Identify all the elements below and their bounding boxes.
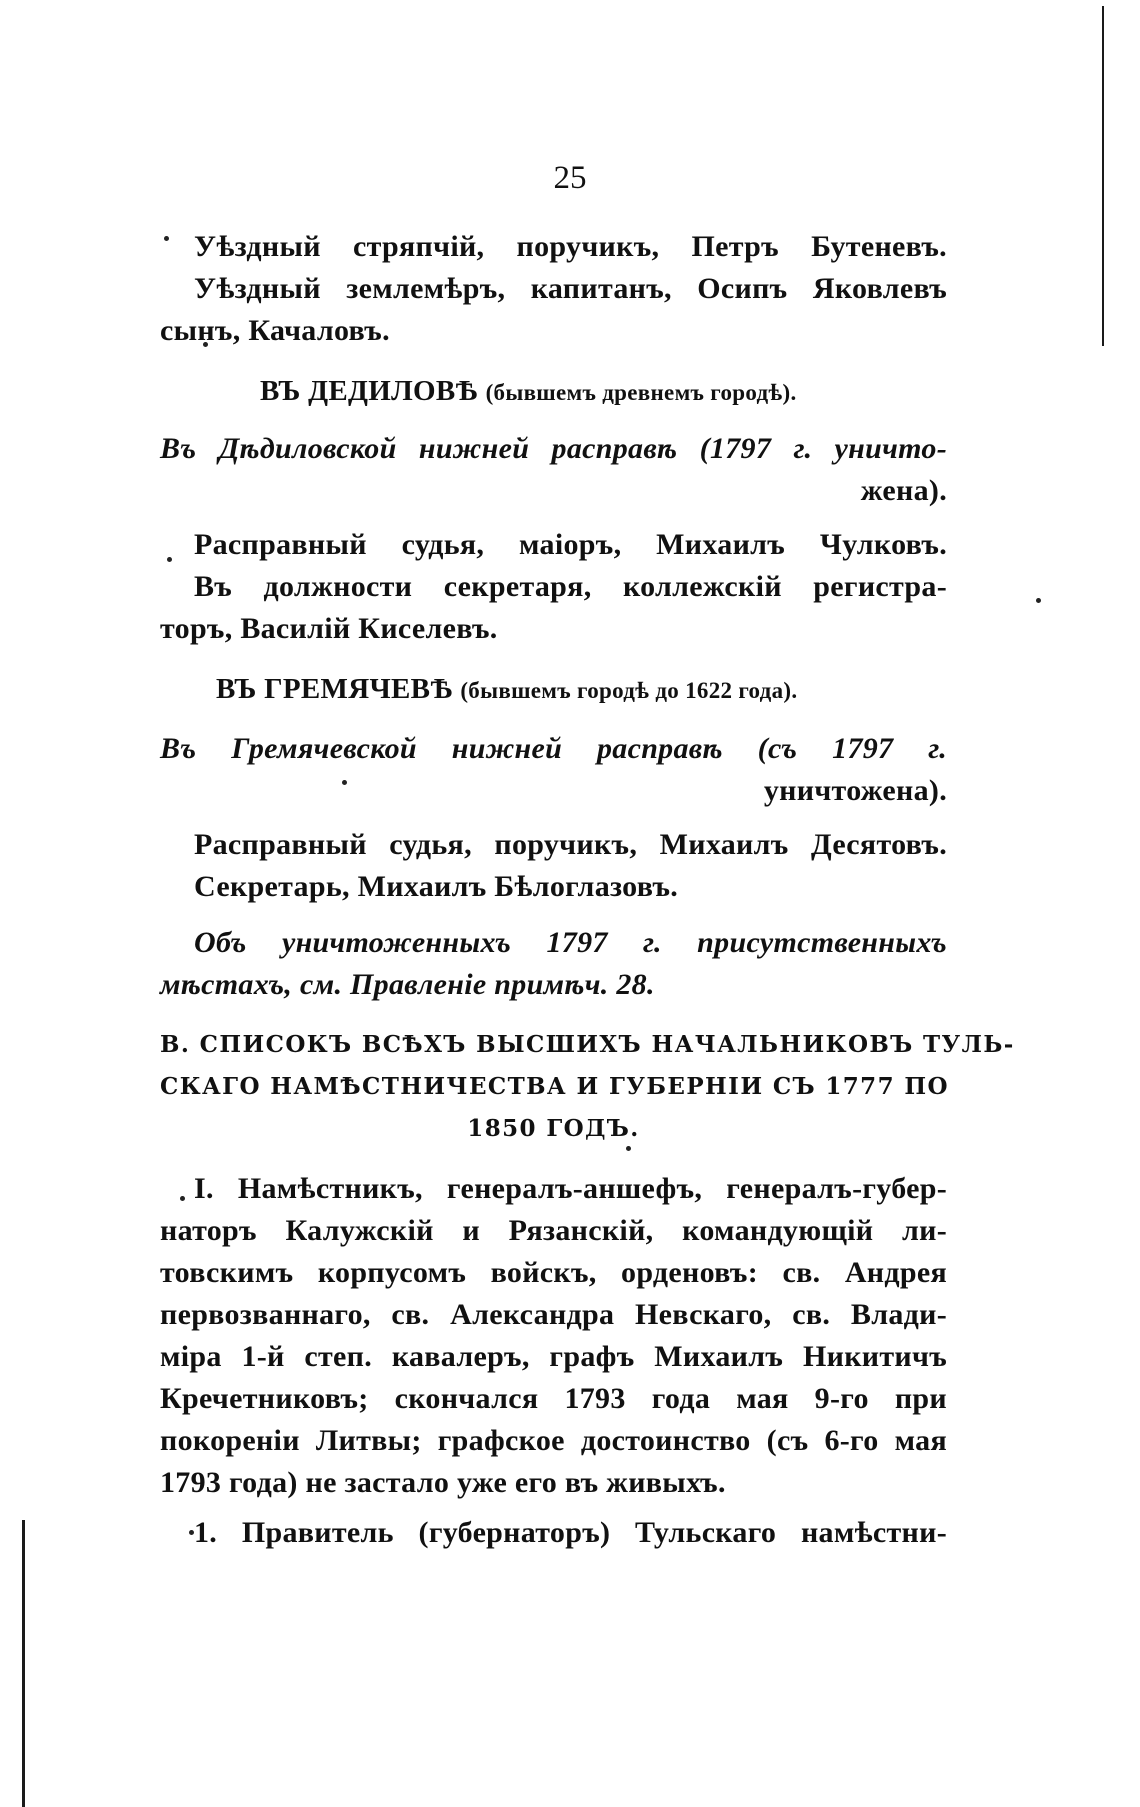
text-line: Въ Дѣдиловской нижней расправѣ (1797 г. уничто-: [160, 432, 947, 465]
text-line: уничтожена).: [763, 774, 947, 807]
text-line: наторъ Калужскій и Рязанскій, командующій ли-: [160, 1214, 947, 1247]
text-line: Объ уничтоженныхъ 1797 г. присутственныхъ: [194, 926, 947, 959]
text-line: I. Намѣстникъ, генералъ-аншефъ, генералъ-губер-: [194, 1172, 947, 1205]
scan-edge-line-right: [1102, 6, 1104, 346]
heading-main: ВЪ ГРЕМЯЧЕВѢ: [216, 673, 453, 705]
text-line: міра 1-й степ. кавалеръ, графъ Михаилъ Никитичъ: [160, 1340, 947, 1373]
text-line: Секретарь, Михаилъ Бѣлоглазовъ.: [194, 870, 679, 903]
text-line: покореніи Литвы; графское достоинство (съ 6-го мая: [160, 1424, 947, 1457]
body-text: [160, 0, 1015, 1807]
page-number: 25: [553, 160, 587, 196]
text-line: товскимъ корпусомъ войскъ, орденовъ: св. Андрея: [160, 1256, 947, 1289]
scan-edge-line-left: [22, 1520, 25, 1807]
text-line: 1793 года) не застало уже его въ живыхъ.: [160, 1466, 726, 1499]
text-line: Уѣздный стряпчій, поручикъ, Петръ Бутеневъ.: [194, 230, 947, 263]
text-line: Кречетниковъ; скончался 1793 года мая 9-го при: [160, 1382, 947, 1415]
text-line: Расправный судья, маіоръ, Михаилъ Чулковъ.: [194, 528, 947, 561]
text-line: мѣстахъ, см. Правленіе примѣч. 28.: [160, 968, 655, 1001]
text-line: торъ, Василій Киселевъ.: [160, 612, 498, 645]
text-line: Въ Гремячевской нижней расправѣ (съ 1797 г.: [160, 732, 947, 765]
text-line: жена).: [860, 474, 947, 507]
text-line: Уѣздный землемѣръ, капитанъ, Осипъ Яковлевъ: [194, 272, 947, 305]
text-line: Расправный судья, поручикъ, Михаилъ Десятовъ.: [194, 828, 947, 861]
list-heading-line: СКАГО НАМѢСТНИЧЕСТВА И ГУБЕРНІИ СЪ 1777 ПО: [160, 1073, 949, 1100]
scan-speck: [1036, 598, 1041, 603]
text-line: Въ должности секретаря, коллежскій регистра-: [194, 570, 947, 603]
list-heading-line: В. СПИСОКЪ ВСѢХЪ ВЫСШИХЪ НАЧАЛЬНИКОВЪ ТУЛЬ-: [160, 1031, 1015, 1058]
heading-sub: (бывшемъ городѣ до 1622 года).: [460, 678, 798, 703]
heading-sub: (бывшемъ древнемъ городѣ).: [485, 380, 797, 405]
text-line: сынъ, Качаловъ.: [160, 314, 390, 347]
section-heading-dedilov: [260, 370, 797, 414]
heading-main: ВЪ ДЕДИЛОВѢ: [260, 375, 478, 407]
list-heading-line: 1850 ГОДЪ.: [467, 1115, 640, 1142]
text-line: 1. Правитель (губернаторъ) Тульскаго намѣстни-: [194, 1516, 947, 1549]
section-heading-gremyachev: [216, 668, 797, 712]
text-line: первозваннаго, св. Александра Невскаго, св. Влади-: [160, 1298, 947, 1331]
